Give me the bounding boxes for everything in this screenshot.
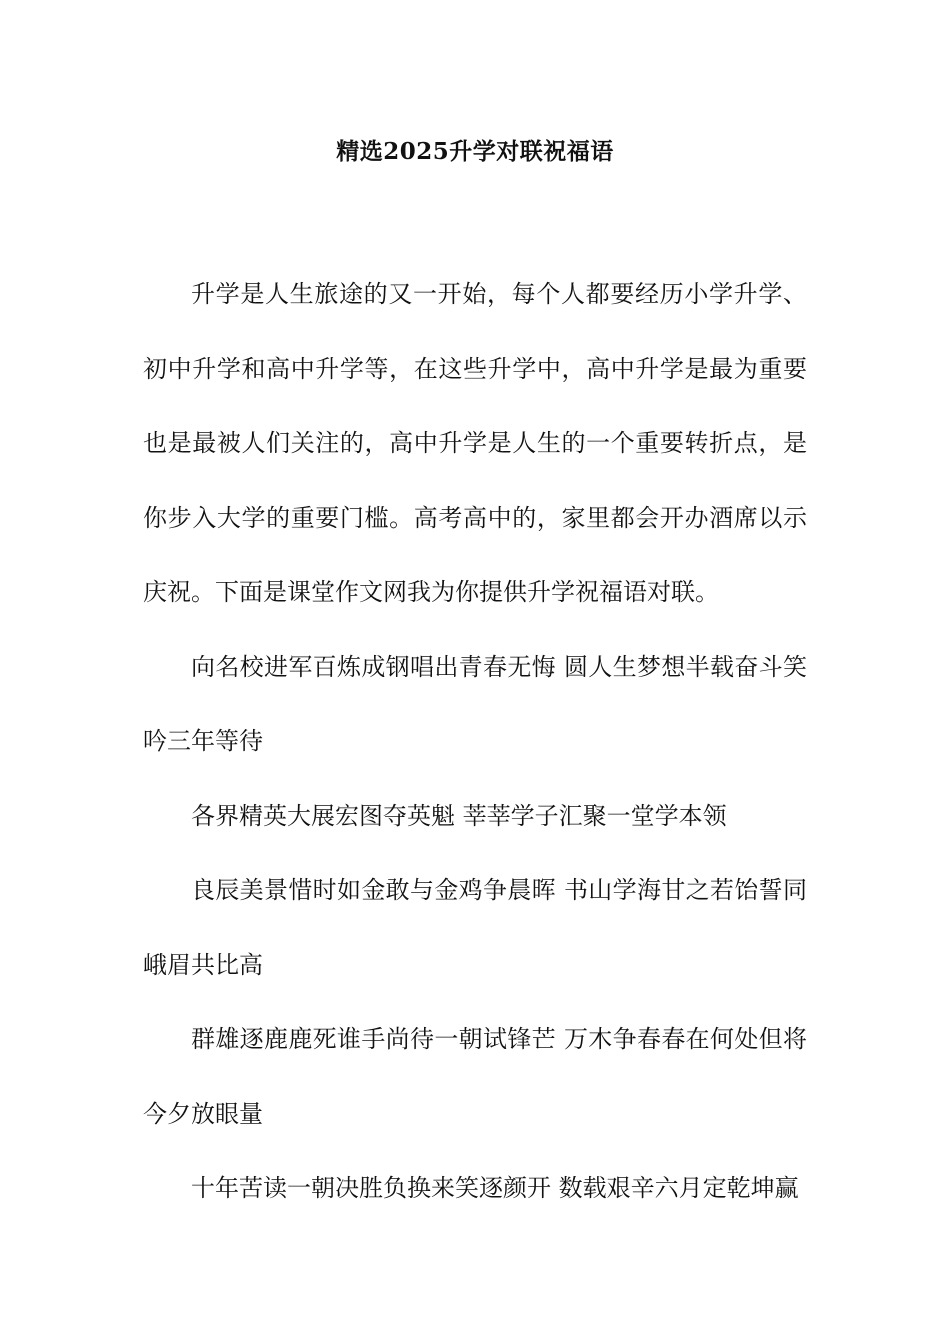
couplet-paragraph: 良辰美景惜时如金敢与金鸡争晨晖 书山学海甘之若饴誓同峨眉共比高 [143, 876, 807, 979]
couplet-paragraph: 十年苦读一朝决胜负换来笑逐颜开 数载艰辛六月定乾坤赢 [191, 1174, 799, 1202]
document-body [143, 257, 807, 1226]
document-title: 精选2025升学对联祝福语 [336, 138, 614, 165]
couplet-paragraph: 群雄逐鹿鹿死谁手尚待一朝试锋芒 万木争春春在何处但将今夕放眼量 [143, 1025, 807, 1128]
couplet-paragraph: 向名校进军百炼成钢唱出青春无悔 圆人生梦想半载奋斗笑吟三年等待 [143, 652, 807, 755]
intro-paragraph: 升学是人生旅途的又一开始，每个人都要经历小学升学、初中升学和高中升学等，在这些升学中，高中升学是最为重要也是最被人们关注的，高中升学是人生的一个重要转折点，是你步入大学的重要门槛。高考高中的，家里都会开办酒席以示庆祝。下面是课堂作文网我为你提供升学祝福语对联。 [143, 280, 807, 606]
couplet-paragraph: 各界精英大展宏图夺英魁 莘莘学子汇聚一堂学本领 [191, 801, 727, 830]
